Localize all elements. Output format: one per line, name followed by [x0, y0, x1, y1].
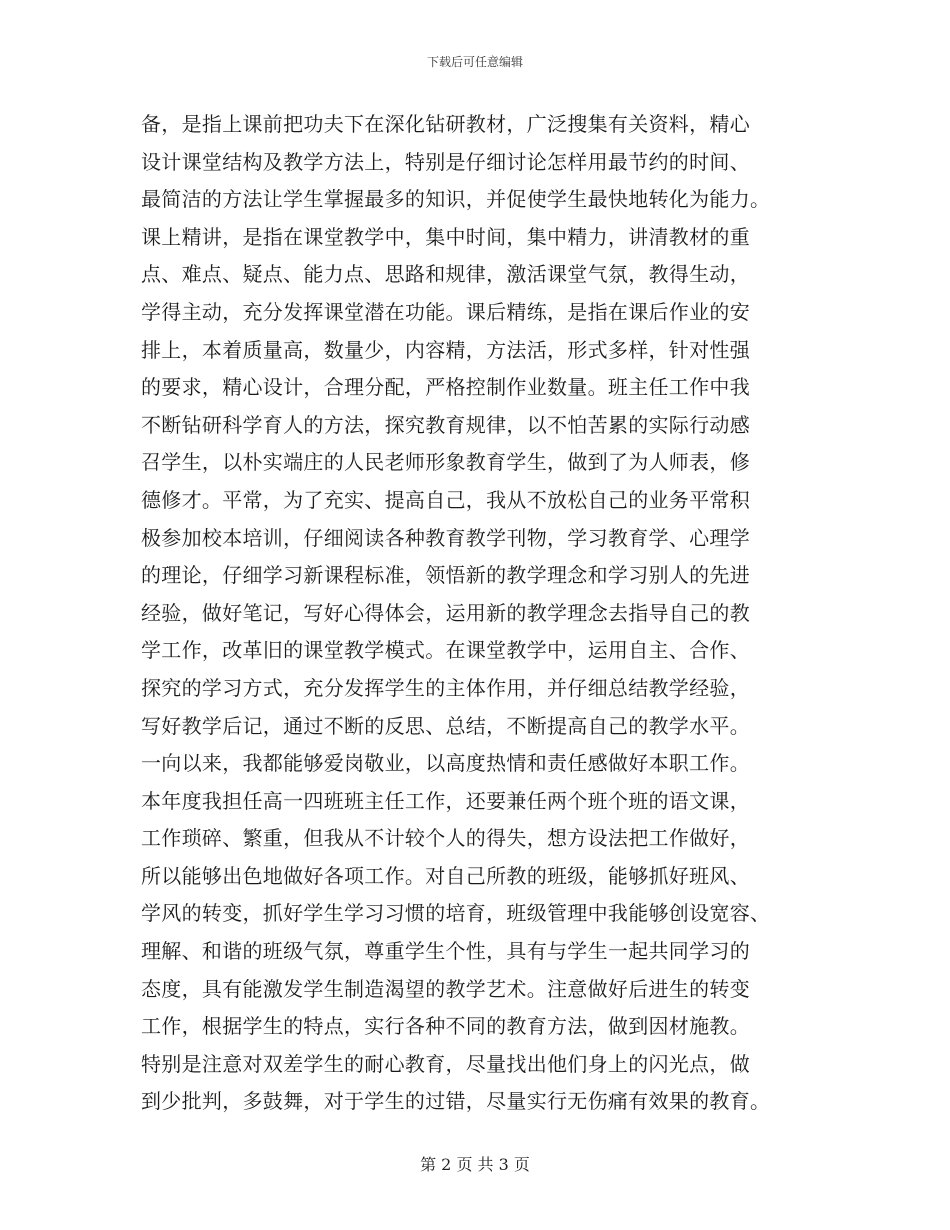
text-line: 本年度我担任高一四班班主任工作，还要兼任两个班个班的语文课，: [141, 788, 750, 813]
text-line: 探究的学习方式，充分发挥学生的主体作用，并仔细总结教学经验，: [141, 675, 750, 700]
text-line: 点、难点、疑点、能力点、思路和规律，激活课堂气氛，教得生动，: [141, 262, 750, 287]
text-line: 备，是指上课前把功夫下在深化钻研教材，广泛搜集有关资料，精心: [141, 112, 750, 136]
text-line: 工作琐碎、繁重，但我从不计较个人的得失，想方设法把工作做好，: [141, 826, 750, 851]
text-line: 学得主动，充分发挥课堂潜在功能。课后精练，是指在课后作业的安: [141, 299, 750, 324]
text-line: 特别是注意对双差学生的耐心教育，尽量找出他们身上的闪光点，做: [141, 1051, 750, 1076]
text-line: 极参加校本培训，仔细阅读各种教育教学刊物，学习教育学、心理学: [141, 525, 750, 550]
text-line: 不断钻研科学育人的方法，探究教育规律，以不怕苦累的实际行动感: [141, 412, 750, 437]
text-line: 的理论，仔细学习新课程标准，领悟新的教学理念和学习别人的先进: [141, 563, 750, 588]
page-number: 第 2 页 共 3 页: [420, 1155, 530, 1174]
text-line: 所以能够出色地做好各项工作。对自己所教的班级，能够抓好班风、: [141, 863, 750, 888]
text-line: 工作，根据学生的特点，实行各种不同的教育方法，做到因材施教。: [141, 1014, 750, 1039]
text-line: 排上，本着质量高，数量少，内容精，方法活，形式多样，针对性强: [141, 337, 750, 362]
document-body: [141, 106, 821, 1121]
text-line: 到少批判，多鼓舞，对于学生的过错，尽量实行无伤痛有效果的教育。: [141, 1089, 771, 1114]
text-line: 学风的转变，抓好学生学习习惯的培育，班级管理中我能够创设宽容、: [141, 901, 771, 926]
text-line: 德修才。平常，为了充实、提高自己，我从不放松自己的业务平常积: [141, 487, 750, 512]
page-header-note: 下载后可任意编辑: [426, 55, 523, 69]
text-line: 理解、和谐的班级气氛，尊重学生个性，具有与学生一起共同学习的: [141, 939, 750, 964]
text-line: 一向以来，我都能够爱岗敬业，以高度热情和责任感做好本职工作。: [141, 751, 750, 776]
text-line: 召学生，以朴实端庄的人民老师形象教育学生，做到了为人师表，修: [141, 450, 750, 475]
text-line: 写好教学后记，通过不断的反思、总结，不断提高自己的教学水平。: [141, 713, 750, 738]
text-line: 态度，具有能激发学生制造渴望的教学艺术。注意做好后进生的转变: [141, 976, 750, 1001]
text-line: 学工作，改革旧的课堂教学模式。在课堂教学中，运用自主、合作、: [141, 638, 750, 663]
text-line: 课上精讲，是指在课堂教学中，集中时间，集中精力，讲清教材的重: [141, 224, 750, 249]
text-line: 经验，做好笔记，写好心得体会，运用新的教学理念去指导自己的教: [141, 600, 750, 625]
text-line: 设计课堂结构及教学方法上，特别是仔细讨论怎样用最节约的时间、: [141, 149, 750, 174]
text-line: 的要求，精心设计，合理分配，严格控制作业数量。班主任工作中我: [141, 375, 750, 400]
text-line: 最简洁的方法让学生掌握最多的知识，并促使学生最快地转化为能力。: [141, 187, 771, 212]
